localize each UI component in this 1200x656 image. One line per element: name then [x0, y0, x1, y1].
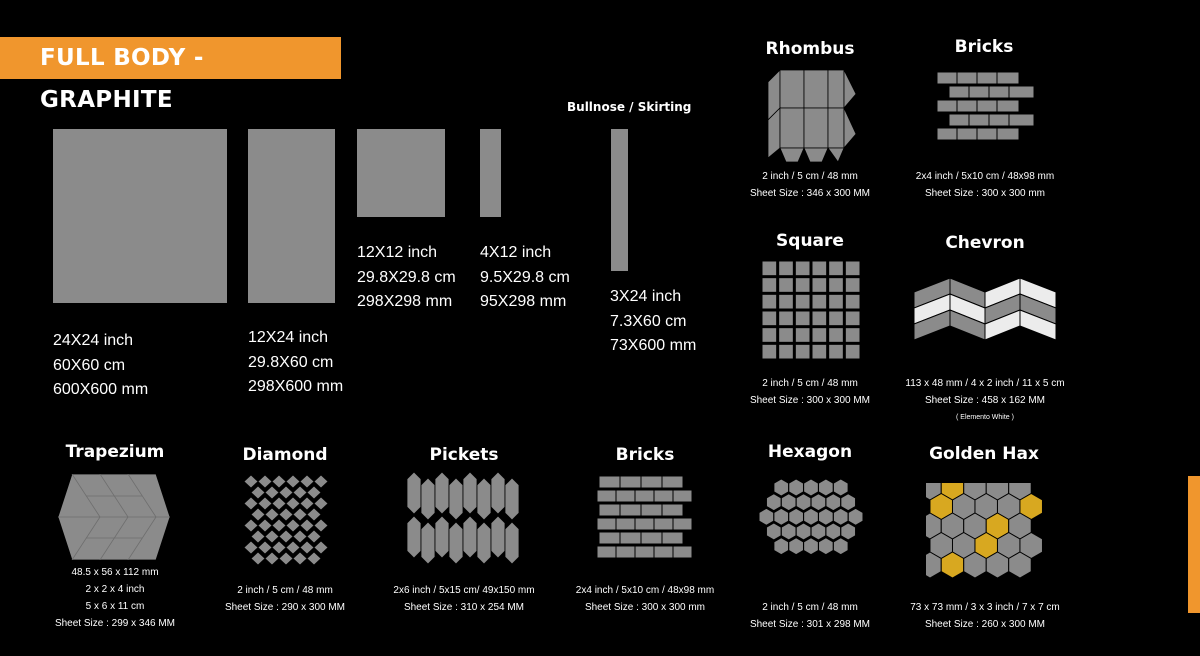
size-label-4x12: 4X12 inch 9.5X29.8 cm 95X298 mm [480, 244, 570, 310]
bricks-top-caption: 2x4 inch / 5x10 cm / 48x98 mm Sheet Size : 300 x 300 mm [915, 171, 1055, 199]
rhombus-mosaic [768, 68, 856, 164]
square-caption: 2 inch / 5 cm / 48 mm Sheet Size : 300 x 300 MM [749, 378, 871, 406]
bricks-bottom-mosaic [597, 476, 693, 558]
tile-24x24 [53, 129, 227, 303]
chevron-caption: 113 x 48 mm / 4 x 2 inch / 11 x 5 cm Sheet Size : 458 x 162 MM ( Elemento White ) [905, 378, 1065, 421]
bricks-bottom-caption: 2x4 inch / 5x10 cm / 48x98 mm Sheet Size : 300 x 300 mm [575, 585, 715, 613]
hexagon-caption: 2 inch / 5 cm / 48 mm Sheet Size : 301 x 298 MM [749, 602, 871, 630]
rhombus-title: Rhombus [765, 39, 855, 59]
edge-accent-bar [1188, 476, 1200, 613]
tile-4x12 [480, 129, 501, 217]
pickets-title: Pickets [429, 445, 499, 465]
trapezium-title: Trapezium [65, 442, 165, 462]
golden-hax-title: Golden Hax [929, 444, 1039, 464]
bricks-top-mosaic [937, 72, 1034, 144]
rhombus-caption: 2 inch / 5 cm / 48 mm Sheet Size : 346 x 300 MM [749, 171, 871, 199]
tile-12x24 [248, 129, 335, 303]
tile-3x24-bullnose [611, 129, 628, 271]
diamond-mosaic [241, 475, 329, 565]
diamond-title: Diamond [242, 445, 328, 465]
diamond-caption: 2 inch / 5 cm / 48 mm Sheet Size : 290 x 300 MM [224, 585, 346, 613]
chevron-mosaic [914, 278, 1056, 342]
bricks-bottom-title: Bricks [615, 445, 675, 465]
size-label-24x24: 24X24 inch 60X60 cm 600X600 mm [53, 332, 149, 398]
size-label-12x12: 12X12 inch 29.8X29.8 cm 298X298 mm [357, 244, 456, 310]
pickets-caption: 2x6 inch / 5x15 cm/ 49x150 mm Sheet Size : 310 x 254 MM [393, 585, 535, 613]
hexagon-title: Hexagon [767, 442, 853, 462]
size-label-3x24: 3X24 inch 7.3X60 cm 73X600 mm [610, 288, 697, 354]
trapezium-caption: 48.5 x 56 x 112 mm 2 x 2 x 4 inch 5 x 6 x 11 cm Sheet Size : 299 x 346 MM [54, 567, 176, 629]
golden-hax-caption: 73 x 73 mm / 3 x 3 inch / 7 x 7 cm Sheet Size : 260 x 300 MM [910, 602, 1060, 630]
hexagon-mosaic [757, 477, 865, 569]
bricks-top-title: Bricks [954, 37, 1014, 57]
pickets-mosaic [407, 470, 519, 566]
chevron-title: Chevron [945, 233, 1025, 253]
size-label-12x24: 12X24 inch 29.8X60 cm 298X600 mm [248, 329, 344, 395]
bullnose-title: Bullnose / Skirting [567, 100, 692, 114]
tile-12x12 [357, 129, 445, 217]
square-title: Square [776, 231, 844, 251]
page-title: FULL BODY - GRAPHITE [0, 37, 341, 79]
square-mosaic [761, 260, 861, 360]
trapezium-mosaic [58, 474, 170, 560]
golden-hax-mosaic [926, 483, 1044, 579]
